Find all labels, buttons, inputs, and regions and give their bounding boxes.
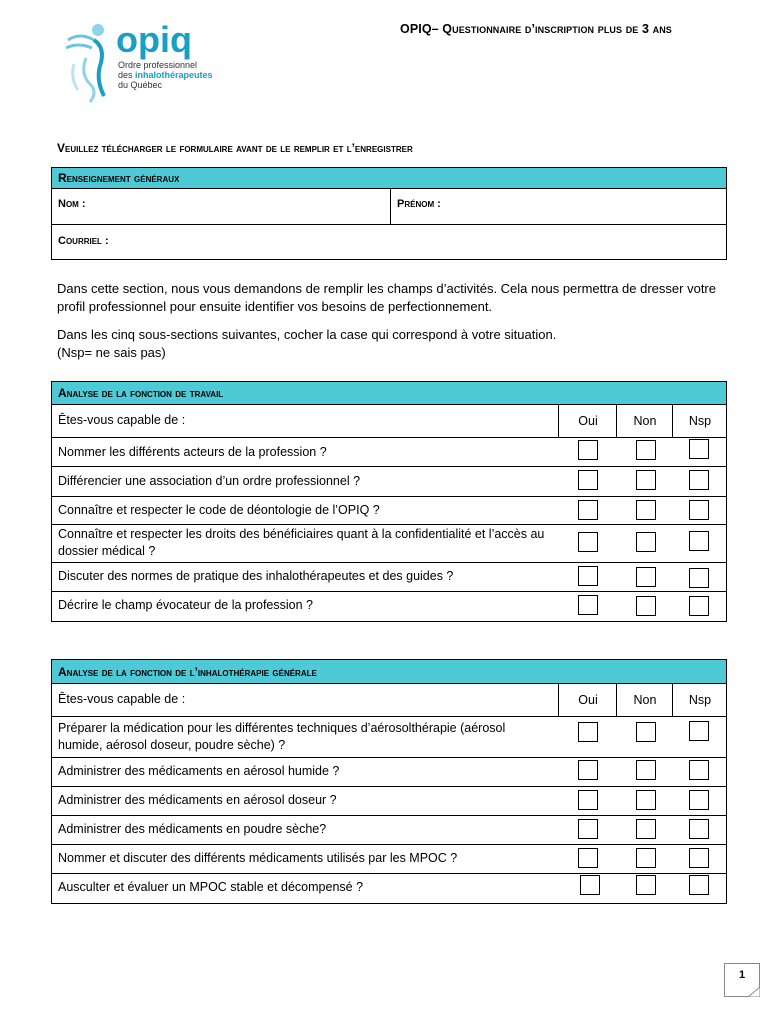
checkbox-nsp[interactable] xyxy=(689,596,709,616)
section2-question-row xyxy=(52,845,726,874)
general-info-table xyxy=(51,167,727,260)
checkbox-oui[interactable] xyxy=(578,819,598,839)
intro-paragraph: Dans cette section, nous vous demandons de remplir les champs d’activités. Cela nous permettra de dresser votre profil professionnel pour ensuite identifier vos besoins de perfectionnement. xyxy=(57,281,716,314)
section1-question-row xyxy=(52,592,726,621)
section2-question-row xyxy=(52,816,726,845)
general-info-title: Renseignement généraux xyxy=(52,168,726,189)
logo-wordmark: opiq xyxy=(116,19,192,60)
checkbox-non[interactable] xyxy=(636,532,656,552)
instructions-paragraph xyxy=(57,326,717,362)
question-text: Préparer la médication pour les différentes techniques d’aérosolthérapie (aérosol humide, aérosol doseur, poudre sèche) ? xyxy=(58,721,506,752)
question-text: Nommer et discuter des différents médicaments utilisés par les MPOC ? xyxy=(58,851,458,865)
question-text: Administrer des médicaments en aérosol doseur ? xyxy=(58,793,337,807)
courriel-field[interactable] xyxy=(52,225,726,259)
section-inhalotherapie-generale-table xyxy=(51,659,727,904)
section2-col-nsp: Nsp xyxy=(672,684,727,716)
logo-caption-line2 xyxy=(118,70,213,80)
section1-title: Analyse de la fonction de travail xyxy=(52,382,726,405)
checkbox-nsp[interactable] xyxy=(689,568,709,588)
question-text: Discuter des normes de pratique des inhalothérapeutes et des guides ? xyxy=(58,569,454,583)
question-text: Différencier une association d’un ordre professionnel ? xyxy=(58,474,361,488)
section1-question-row xyxy=(52,563,726,592)
nom-field[interactable] xyxy=(52,189,391,224)
checkbox-oui[interactable] xyxy=(578,790,598,810)
section1-question-row xyxy=(52,467,726,497)
checkbox-non[interactable] xyxy=(636,596,656,616)
logo-caption-line3: du Québec xyxy=(118,80,163,90)
instructions-line1: Dans les cinq sous-sections suivantes, cocher la case qui correspond à votre situation. xyxy=(57,327,557,342)
checkbox-non[interactable] xyxy=(636,440,656,460)
page-number-text: 1 xyxy=(738,969,746,981)
prenom-label: Prénom : xyxy=(397,198,441,210)
section2-header-row xyxy=(52,684,726,717)
section1-question-row xyxy=(52,497,726,525)
question-text: Administrer des médicaments en poudre sèche? xyxy=(58,822,327,836)
question-text: Nommer les différents acteurs de la profession ? xyxy=(58,445,327,459)
checkbox-nsp[interactable] xyxy=(689,531,709,551)
opiq-logo xyxy=(60,18,240,108)
section1-header-row xyxy=(52,405,726,438)
checkbox-non[interactable] xyxy=(636,722,656,742)
question-text: Ausculter et évaluer un MPOC stable et décompensé ? xyxy=(58,880,364,894)
checkbox-non[interactable] xyxy=(636,875,656,895)
section1-col-oui: Oui xyxy=(558,405,617,437)
checkbox-oui[interactable] xyxy=(580,875,600,895)
section2-col-non: Non xyxy=(616,684,673,716)
checkbox-nsp[interactable] xyxy=(689,439,709,459)
checkbox-nsp[interactable] xyxy=(689,819,709,839)
section2-question-row xyxy=(52,717,726,758)
courriel-label: Courriel : xyxy=(58,235,109,247)
document-title-rest: – Questionnaire d’inscription plus de 3 ans xyxy=(431,22,672,36)
logo-caption-line1: Ordre professionnel xyxy=(118,60,198,70)
checkbox-oui[interactable] xyxy=(578,532,598,552)
checkbox-nsp[interactable] xyxy=(689,760,709,780)
checkbox-oui[interactable] xyxy=(578,440,598,460)
logo-caption xyxy=(118,60,213,90)
checkbox-oui[interactable] xyxy=(578,722,598,742)
section1-prompt: Êtes-vous capable de : xyxy=(58,413,186,427)
checkbox-oui[interactable] xyxy=(578,470,598,490)
question-text: Connaître et respecter les droits des bénéficiaires quant à la confidentialité et l’accès au dossier médical ? xyxy=(58,527,545,558)
checkbox-non[interactable] xyxy=(636,567,656,587)
checkbox-non[interactable] xyxy=(636,470,656,490)
logo-caption-accent: inhalothérapeutes xyxy=(135,70,213,80)
name-row xyxy=(52,189,726,225)
section-fonction-travail-table xyxy=(51,381,727,622)
document-title-main: OPIQ xyxy=(400,22,432,36)
checkbox-nsp[interactable] xyxy=(689,721,709,741)
instructions-line2: (Nsp= ne sais pas) xyxy=(57,345,166,360)
checkbox-non[interactable] xyxy=(636,790,656,810)
question-text: Administrer des médicaments en aérosol humide ? xyxy=(58,764,340,778)
section2-question-row xyxy=(52,758,726,787)
inhalotherapist-figure-icon xyxy=(60,18,120,108)
checkbox-non[interactable] xyxy=(636,760,656,780)
checkbox-oui[interactable] xyxy=(578,566,598,586)
checkbox-nsp[interactable] xyxy=(689,875,709,895)
page-curl-icon xyxy=(748,987,760,997)
checkbox-oui[interactable] xyxy=(578,595,598,615)
checkbox-oui[interactable] xyxy=(578,500,598,520)
checkbox-nsp[interactable] xyxy=(689,500,709,520)
checkbox-nsp[interactable] xyxy=(689,848,709,868)
prenom-field[interactable] xyxy=(391,189,726,224)
checkbox-nsp[interactable] xyxy=(689,790,709,810)
question-text: Connaître et respecter le code de déontologie de l’OPIQ ? xyxy=(58,503,380,517)
section2-question-row xyxy=(52,787,726,816)
logo-caption-prefix: des xyxy=(118,70,136,80)
document-title xyxy=(400,22,672,36)
section2-prompt: Êtes-vous capable de : xyxy=(58,692,186,706)
section1-question-row xyxy=(52,438,726,467)
section1-col-non: Non xyxy=(616,405,673,437)
section1-col-nsp: Nsp xyxy=(672,405,727,437)
checkbox-nsp[interactable] xyxy=(689,470,709,490)
section2-col-oui: Oui xyxy=(558,684,617,716)
checkbox-non[interactable] xyxy=(636,848,656,868)
section2-question-row xyxy=(52,874,726,903)
section2-title: Analyse de la fonction de l’inhalothérapie générale xyxy=(52,660,726,684)
checkbox-oui[interactable] xyxy=(578,760,598,780)
download-notice: Veuillez télécharger le formulaire avant de le remplir et l’enregistrer xyxy=(57,141,413,155)
page-number xyxy=(724,963,760,997)
nom-label: Nom : xyxy=(58,198,86,210)
checkbox-non[interactable] xyxy=(636,500,656,520)
question-text: Décrire le champ évocateur de la profession ? xyxy=(58,598,313,612)
section1-question-row xyxy=(52,525,726,563)
checkbox-non[interactable] xyxy=(636,819,656,839)
checkbox-oui[interactable] xyxy=(578,848,598,868)
